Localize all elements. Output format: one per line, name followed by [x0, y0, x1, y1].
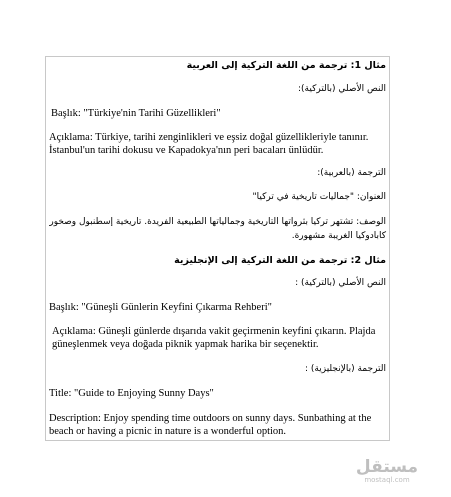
example2-desc-en: Description: Enjoy spending time outdoors on sunny days. Sunbathing at the beach or having a picnic in nature is a wonderful option.	[49, 413, 372, 437]
example1-translation-label: الترجمة (بالعربية):	[317, 168, 386, 178]
example2-desc-tr: Açıklama: Güneşli günlerde dışarıda vakit geçirmenin keyfini çıkarın. Plajda güneşlenmek veya doğada piknik yapmak harika bir seçenektir.	[52, 326, 376, 350]
example2-title-en: Title: "Guide to Enjoying Sunny Days"	[49, 388, 214, 399]
example1-title-tr: Başlık: "Türkiye'nin Tarihi Güzellikleri"	[51, 108, 221, 119]
example2-source-label: النص الأصلي (بالتركية) :	[295, 278, 386, 288]
example2-title-tr: Başlık: "Güneşli Günlerin Keyfini Çıkarma Rehberi"	[49, 302, 272, 313]
example1-title-ar: العنوان: "جماليات تاريخية في تركيا"	[252, 192, 386, 202]
logo-text: مستقل	[355, 457, 419, 477]
example1-desc-ar: الوصف: تشتهر تركيا بثرواتها التاريخية وجمالياتها الطبيعية الفريدة. تاريخية إسطنبول وصخور كابادوكيا الغريبة مشهورة.	[49, 217, 386, 241]
mostaql-logo	[352, 458, 422, 484]
example2-translation-label: الترجمة (بالإنجليزية) :	[305, 364, 386, 374]
example1-heading: مثال 1: ترجمة من اللغة التركية إلى العربية	[186, 60, 386, 71]
example1-source-label: النص الأصلي (بالتركية):	[297, 84, 386, 94]
logo-domain: mostaql.com	[364, 476, 410, 484]
example2-heading: مثال 2: ترجمة من اللغة التركية إلى الإنجليزية	[174, 255, 386, 266]
example1-desc-tr: Açıklama: Türkiye, tarihi zenginlikleri ve eşsiz doğal güzellikleriyle tanınır. İstanbul'un tarihi dokusu ve Kapadokya'nın peri bacaları ünlüdür.	[49, 132, 369, 156]
document-page	[45, 56, 390, 441]
